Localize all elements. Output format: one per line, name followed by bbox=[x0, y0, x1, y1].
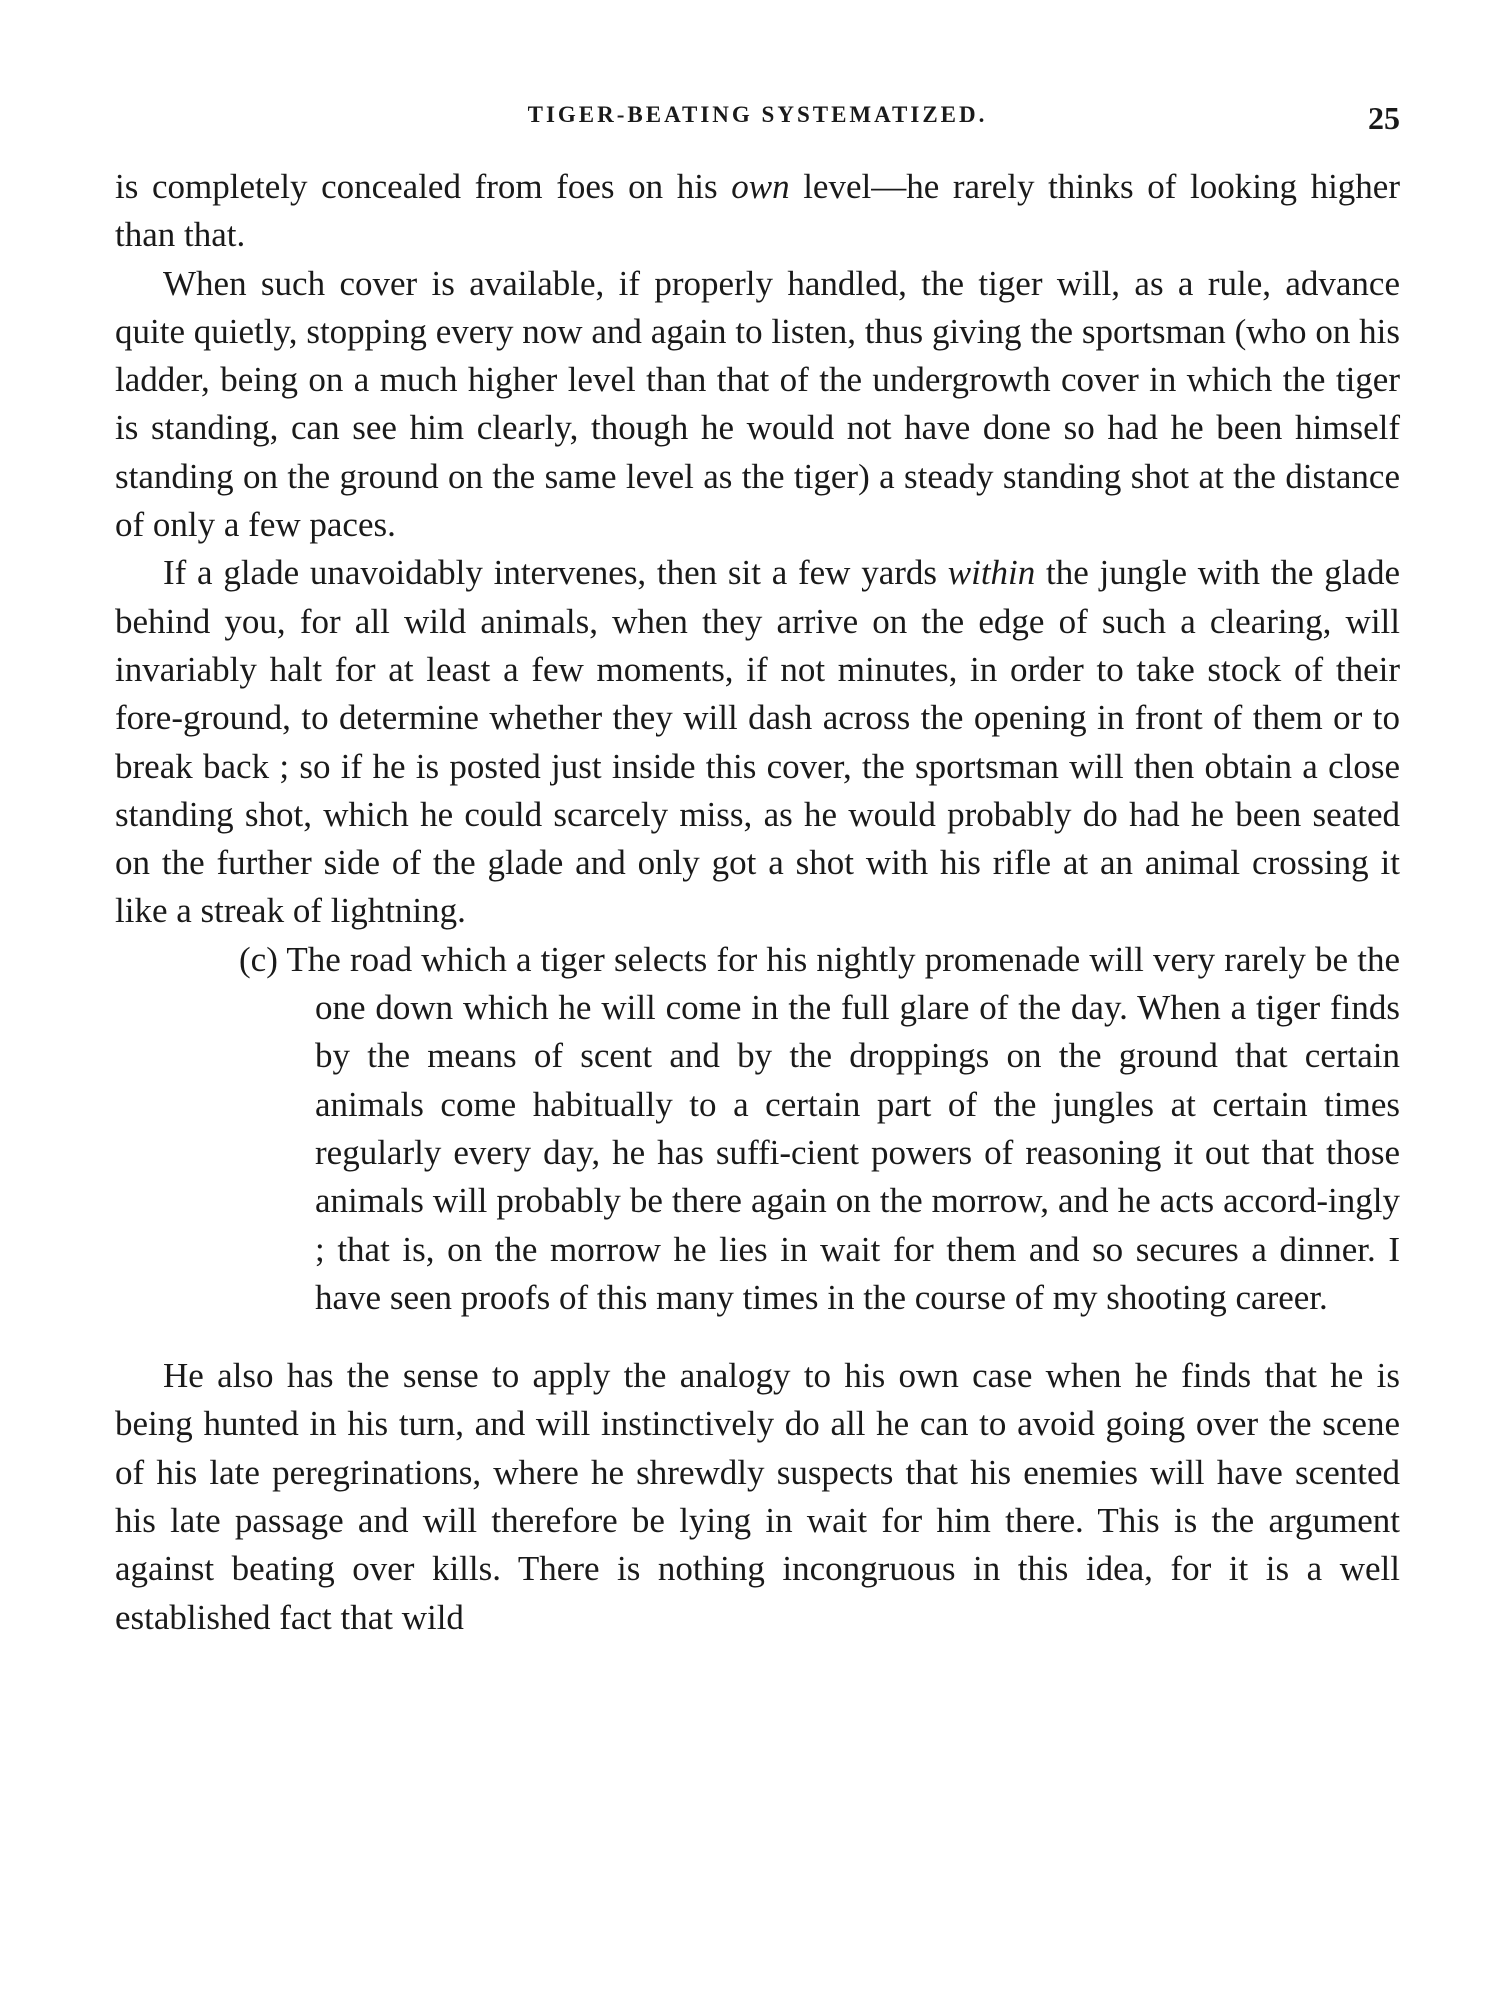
paragraph-2: When such cover is available, if properly handled, the tiger will, as a rule, advance quite quietly, stopping every now and again to listen, thus giving the sportsman (who on his ladder, being on a much higher level than that of the undergrowth cover in which the tiger is standing, can see him clearly, though he would not have done so had he been himself standing on the ground on the same level as the tiger) a steady standing shot at the distance of only a few paces. bbox=[115, 263, 1400, 545]
paragraph-1-part-a: is completely concealed from foes on his bbox=[115, 167, 732, 206]
paragraph-1-part-b: level—he rarely thinks of looking higher than that. bbox=[115, 167, 1400, 255]
paragraph-1 bbox=[115, 163, 1400, 260]
list-item-c bbox=[115, 936, 1400, 1322]
list-block bbox=[115, 936, 1400, 1322]
paragraph-gap bbox=[115, 1322, 1400, 1352]
running-head bbox=[115, 102, 1400, 142]
page-number: 25 bbox=[1368, 100, 1400, 136]
paragraph-3-emphasis: within bbox=[947, 553, 1036, 593]
body-text bbox=[115, 163, 1400, 1642]
paragraph-3-part-a: If a glade unavoidably intervenes, then sit a few yards bbox=[163, 553, 948, 593]
paragraph-1-emphasis: own bbox=[731, 167, 790, 206]
paragraph-3 bbox=[115, 549, 1400, 935]
list-item-text: The road which a tiger selects for his nightly promenade will very rarely be the one down which he will come in the full glare of the day. When a tiger finds by the means of scent and by the droppings on the ground that certain animals come habitually to a certain part of the jungles at certain times regularly every day, he has suffi-cient powers of reasoning it out that those animals will probably be there again on the morrow, and he acts accord-ingly ; that is, on the morrow he lies in wait for them and so secures a dinner. I have seen proofs of this many times in the course of my shooting career. bbox=[277, 939, 1400, 1317]
paragraph-5: He also has the sense to apply the analogy to his own case when he finds that he is being hunted in his turn, and will instinctively do all he can to avoid going over the scene of his late peregrinations, where he shrewdly suspects that his enemies will have scented his late passage and will therefore be lying in wait for him there. This is the argument against beating over kills. There is nothing incongruous in this idea, for it is a well established fact that wild bbox=[115, 1356, 1400, 1637]
running-title: TIGER-BEATING SYSTEMATIZED. bbox=[527, 102, 988, 127]
paragraph-3-part-b: the jungle with the glade behind you, for all wild animals, when they arrive on the edge of such a clearing, will invariably halt for at least a few moments, if not minutes, in order to take stock of their fore-ground, to determine whether they will dash across the opening in front of them or to break back ; so if he is posted just inside this cover, the sportsman will then obtain a close standing shot, which he could scarcely miss, as he would probably do had he been seated on the further side of the glade and only got a shot with his rifle at an animal crossing it like a streak of lightning. bbox=[115, 553, 1400, 931]
list-item-marker: (c) bbox=[239, 939, 278, 979]
